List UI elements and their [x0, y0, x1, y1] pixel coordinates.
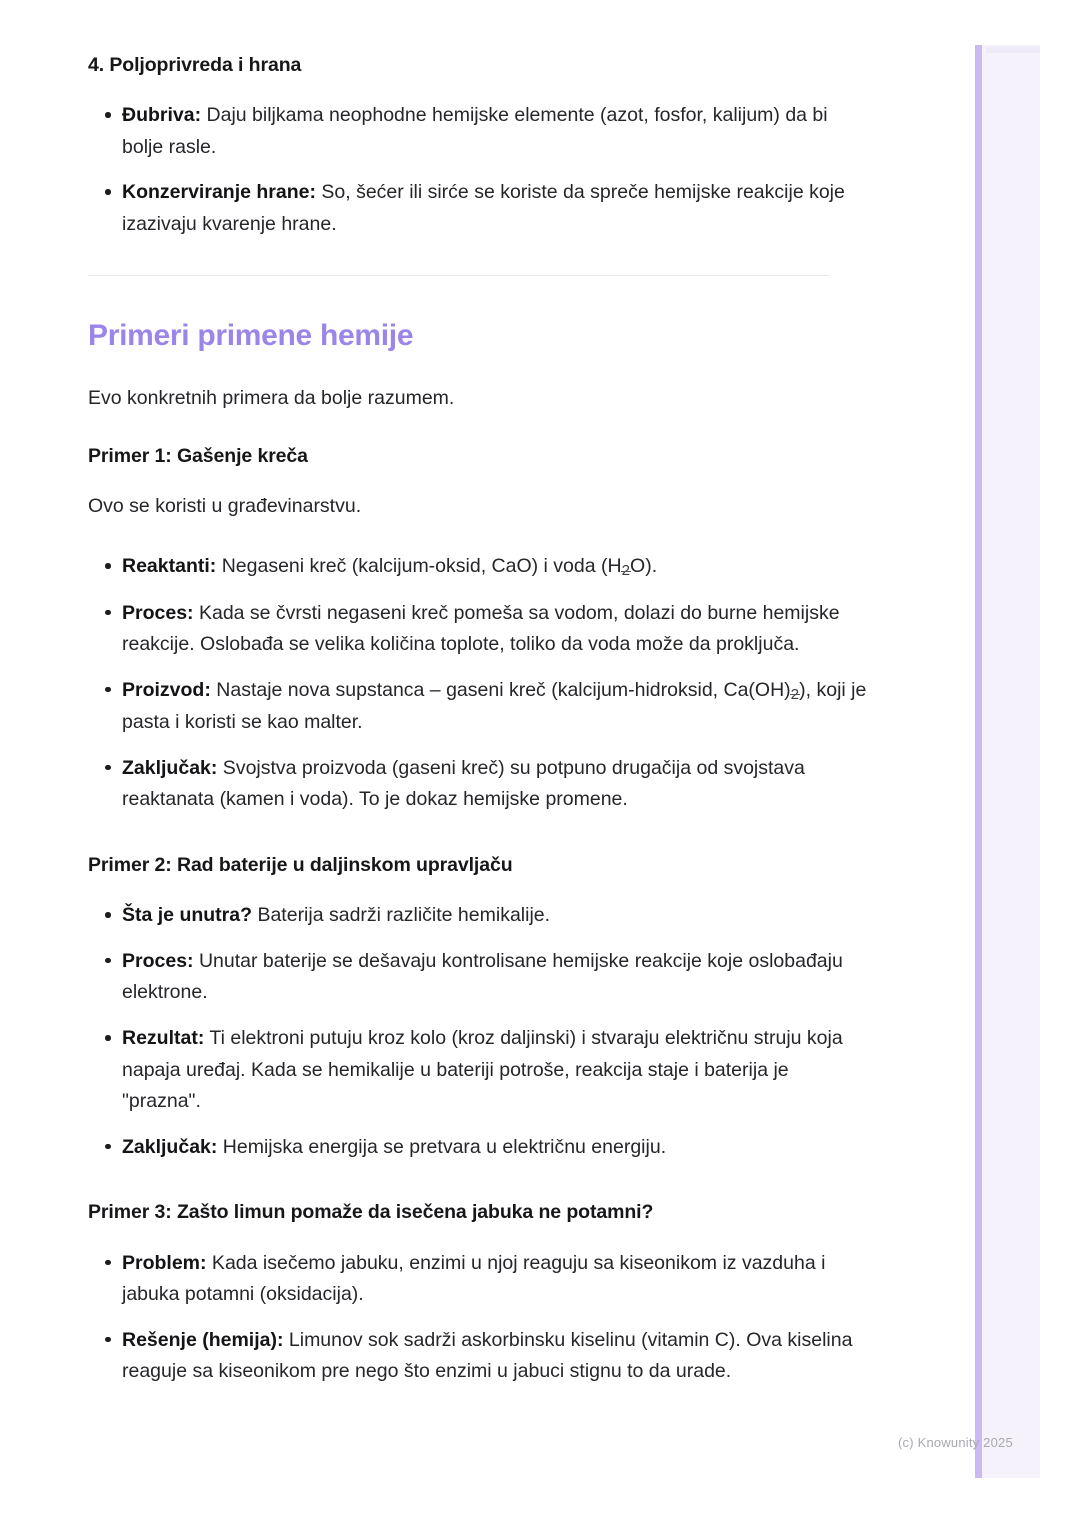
list-item-lead: Zaključak: [122, 756, 218, 779]
list-item-text: Kada isečemo jabuku, enzimi u njoj reaguju sa kiseonikom iz vazduha i jabuka potamni (oksidacija). [122, 1251, 826, 1306]
intro-paragraph: Evo konkretnih primera da bolje razumem. [88, 386, 455, 409]
example-3-heading: Primer 3: Zašto limun pomaže da isečena jabuka ne potamni? [88, 1201, 654, 1224]
list-item [88, 1132, 870, 1164]
page-title: Primeri primene hemije [88, 318, 414, 352]
bullet-dot-icon [105, 687, 111, 693]
list-item-text: Ti elektroni putuju kroz kolo (kroz daljinski) i stvaraju električnu struju koja napaja uređaj. Kada se hemikalije u bateriji potroše, reakcija staje i baterija je "prazna". [122, 1027, 843, 1113]
list-item [88, 177, 870, 240]
agriculture-bullet-list [88, 100, 900, 240]
list-item-lead: Proizvod: [122, 678, 211, 701]
chemical-subscript: 2 [790, 685, 800, 703]
section-heading-agriculture: 4. Poljoprivreda i hrana [88, 54, 302, 76]
list-item-lead: Konzerviranje hrane: [122, 181, 316, 204]
list-item-text: Kada se čvrsti negaseni kreč pomeša sa vodom, dolazi do burne hemijske reakcije. Oslobađa se velika količina toplote, toliko da voda može da proključa. [122, 601, 840, 656]
bullet-dot-icon [105, 1260, 111, 1266]
example-3-bullet-list [88, 1248, 900, 1388]
list-item [88, 598, 870, 661]
list-item [88, 1248, 870, 1311]
list-item-lead: Đubriva: [122, 104, 202, 127]
bullet-dot-icon [105, 912, 111, 918]
list-item [88, 551, 870, 583]
list-item-lead: Rešenje (hemija): [122, 1328, 284, 1351]
list-item-text-after: ), koji je pasta i koristi se kao malter. [122, 678, 867, 734]
list-item [88, 900, 870, 932]
chemical-subscript: 2 [621, 562, 631, 580]
list-item [88, 946, 870, 1009]
bullet-dot-icon [105, 1144, 111, 1150]
bullet-dot-icon [105, 563, 111, 569]
list-item [88, 753, 870, 816]
list-item [88, 1325, 870, 1388]
purple-accent-bar [975, 45, 982, 1478]
example-1-heading: Primer 1: Gašenje kreča [88, 444, 308, 467]
list-item-text: Daju biljkama neophodne hemijske elemente (azot, fosfor, kalijum) da bi bolje rasle. [122, 104, 828, 158]
bullet-dot-icon [105, 1035, 111, 1041]
section-divider [88, 275, 830, 276]
example-1-intro: Ovo se koristi u građevinarstvu. [88, 495, 362, 518]
bullet-dot-icon [105, 1337, 111, 1343]
bullet-dot-icon [105, 189, 111, 195]
list-item-lead: Reaktanti: [122, 555, 217, 578]
list-item [88, 100, 870, 163]
list-item-lead: Proces: [122, 949, 194, 972]
panel-top-divider [986, 47, 1040, 53]
list-item-text: Svojstva proizvoda (gaseni kreč) su potpuno drugačija od svojstava reaktanata (kamen i voda). To je dokaz hemijske promene. [122, 756, 805, 811]
list-item-lead: Zaključak: [122, 1135, 218, 1158]
list-item-lead: Rezultat: [122, 1027, 205, 1050]
copyright-watermark: (c) Knowunity 2025 [898, 1435, 1013, 1450]
list-item-text: Hemijska energija se pretvara u električnu energiju. [217, 1135, 667, 1158]
right-side-panel [975, 45, 1040, 1478]
list-item-lead: Proces: [122, 601, 194, 624]
list-item-lead: Problem: [122, 1251, 207, 1274]
list-item-lead: Šta je unutra? [122, 904, 253, 927]
bullet-dot-icon [105, 958, 111, 964]
list-item-text: Nastaje nova supstanca – gaseni kreč (kalcijum-hidroksid, Ca(OH) [210, 678, 791, 701]
example-2-bullet-list [88, 900, 900, 1163]
list-item-text: Unutar baterije se dešavaju kontrolisane hemijske reakcije koje oslobađaju elektrone. [122, 949, 843, 1004]
list-item [88, 675, 870, 739]
example-2-heading: Primer 2: Rad baterije u daljinskom upravljaču [88, 853, 513, 876]
list-item-text: Baterija sadrži različite hemikalije. [252, 904, 551, 927]
list-item [88, 1023, 870, 1118]
bullet-dot-icon [105, 765, 111, 771]
example-1-bullet-list [88, 551, 900, 816]
list-item-text: Limunov sok sadrži askorbinsku kiselinu (vitamin C). Ova kiselina reaguje sa kiseonikom pre nego što enzimi u jabuci stignu to da urade. [122, 1328, 853, 1383]
list-item-text: So, šećer ili sirće se koriste da spreče hemijske reakcije koje izazivaju kvarenje hrane. [122, 181, 845, 236]
list-item-text-after: O). [630, 555, 658, 578]
bullet-dot-icon [105, 112, 111, 118]
list-item-text: Negaseni kreč (kalcijum-oksid, CaO) i voda (H [216, 555, 622, 578]
bullet-dot-icon [105, 610, 111, 616]
